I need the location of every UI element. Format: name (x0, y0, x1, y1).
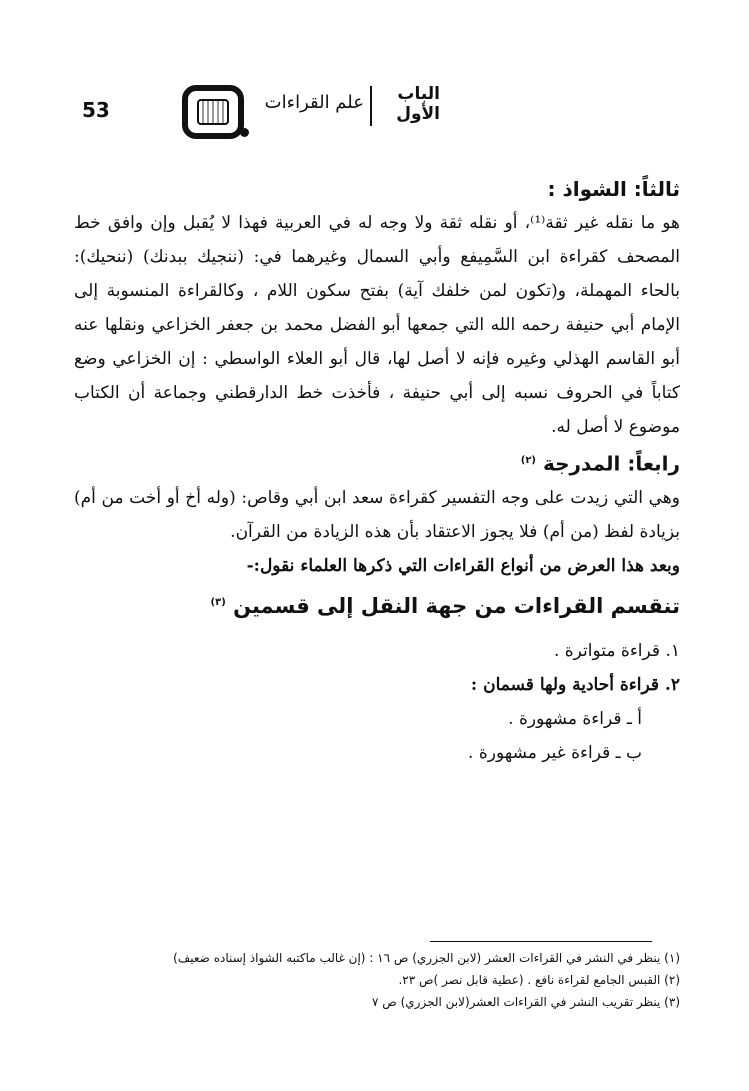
footnote-divider (430, 941, 652, 942)
footnote-2: (٢) القبس الجامع لقراءة نافع . (عطية قابل نصر )ص ٢٣. (398, 973, 680, 987)
chapter-word: الباب (397, 84, 440, 104)
header-divider (370, 86, 372, 126)
section-heading-shawadh: ثالثاً: الشواذ : (547, 177, 680, 201)
footnote-marker-2: (٢) (520, 455, 536, 466)
paragraph-shawadh: هو ما نقله غير ثقة⁽¹⁾، أو نقله ثقة ولا وجه له في العربية فهذا لا يُقبل وإن وافق خط المصحف كقراءة ابن السَّمِيفع وأبي السمال وغيرهما في: (ننجيك ببدنك) (ننحيك): بالحاء المهملة، و(تكون لمن خلفك آية) بفتح سكون اللام ، وكالقراءة المنسوبة إلى الإمام أبي حنيفة رحمه الله التي جمعها أبو الفضل محمد بن جعفر الخزاعي ونقلها عنه أبو القاسم الهذلي وغيره فإنه لا أصل لها، قال أبو العلاء الواسطي : إن الخزاعي وضع كتاباً في الحروف نسبه إلى أبي حنيفة ، فأخذت خط الدارقطني وجماعة أن الكتاب موضوع لا أصل له. (74, 213, 680, 437)
page-header (70, 80, 680, 140)
book-logo-icon (182, 85, 244, 139)
list-item: ١. قراءة متواترة . (553, 640, 680, 661)
lead-sentence: وبعد هذا العرض من أنواع القراءات التي ذكرها العلماء نقول:- (246, 555, 680, 576)
chapter-label (376, 84, 440, 124)
types-list (74, 634, 680, 770)
section-heading-mudraja: رابعاً: المدرجة $^{(٢)}$ (520, 451, 680, 476)
chapter-number: الأول (396, 104, 440, 124)
footnote-3: (٣) ينظر تقريب النشر في القراءات العشر(لابن الجزري) ص ٧ (372, 995, 680, 1009)
footnotes (120, 947, 680, 1013)
page-number: 53 (82, 98, 110, 122)
list-item: ٢. قراءة أحادية ولها قسمان : (470, 674, 680, 695)
list-subitem: أ ـ قراءة مشهورة . (508, 708, 642, 729)
footnote-1: (١) ينظر في النشر في القراءات العشر (لابن الجزري) ص ١٦ : (إن غالب ماكتبه الشواذ إسناده ضعيف) (173, 951, 680, 965)
main-content (74, 172, 680, 770)
book-title: علم القراءات (264, 92, 364, 113)
list-subitem: ب ـ قراءة غير مشهورة . (468, 742, 642, 763)
footnote-marker-3: (٣) (210, 596, 226, 608)
logo-dot-icon (240, 128, 249, 137)
division-heading: تنقسم القراءات من جهة النقل إلى قسمين $^{(٣)}$ (210, 593, 680, 618)
paragraph-mudraja: وهي التي زيدت على وجه التفسير كقراءة سعد ابن أبي وقاص: (وله أخ أو أخت من أم) بزيادة لفظ (من أم) فلا يجوز الاعتقاد بأن هذه الزيادة من القرآن. (74, 487, 680, 542)
